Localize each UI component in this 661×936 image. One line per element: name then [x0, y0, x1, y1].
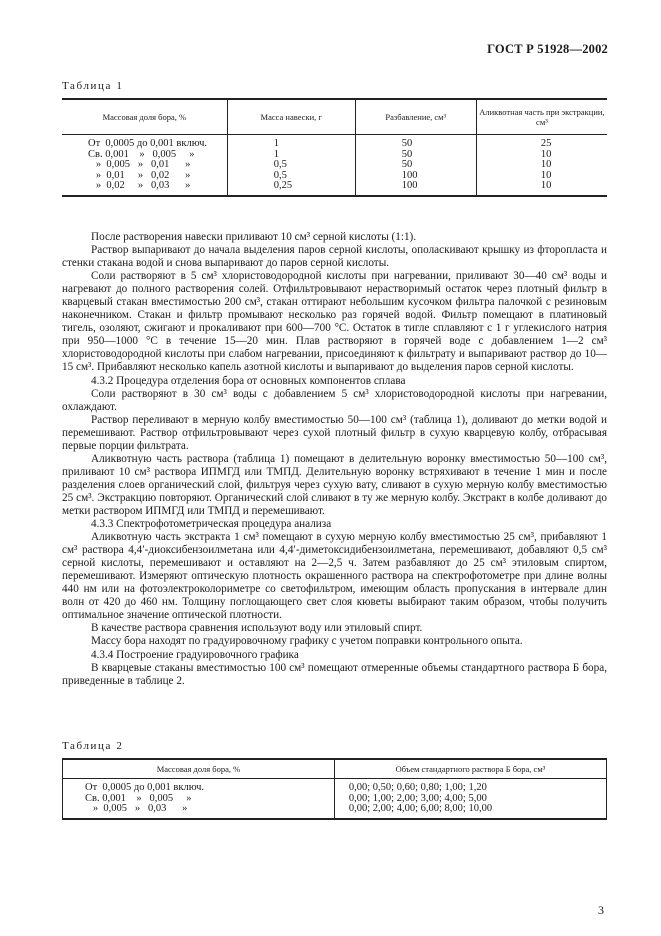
table-cell: 0,00; 0,50; 0,60; 0,80; 1,00; 1,20: [334, 779, 606, 794]
table-cell: » 0,02 » 0,03 »: [62, 181, 227, 196]
table-cell: 0,5: [227, 160, 355, 171]
paragraph: Раствор выпаривают до начала выделения паров серной кислоты, ополаскивают крышку из фторопласта и стенки стакана водой и снова выпаривают до паров серной кислоты.: [62, 244, 607, 270]
table-cell: 10: [476, 150, 607, 161]
table-cell: От 0,0005 до 0,001 включ.: [62, 135, 227, 150]
page-number: 3: [598, 903, 604, 917]
table-cell: 10: [476, 160, 607, 171]
table-cell: 0,00; 1,00; 2,00; 3,00; 4,00; 5,00: [334, 794, 606, 805]
paragraph: В кварцевые стаканы вместимостью 100 см³ помещают отмеренные объемы стандартного раствора Б бора, приведенные в таблице 2.: [62, 661, 607, 687]
body-text: [62, 231, 607, 688]
table-cell: » 0,005 » 0,03 »: [63, 804, 335, 819]
table1-caption: Таблица 1: [62, 80, 124, 92]
table-cell: 0,5: [227, 171, 355, 182]
table-cell: 50: [355, 160, 476, 171]
table-cell: От 0,0005 до 0,001 включ.: [63, 779, 335, 794]
table1-col-header: Разбавление, см³: [355, 99, 476, 135]
paragraph: Раствор переливают в мерную колбу вместимостью 50—100 см³ (таблица 1), доливают до метки водой и перемешивают. Раствор отфильтровывают через сухой плотный фильтр в сухую кварцевую колбу, отбрасывая первые порции фильтрата.: [62, 413, 607, 452]
table2-col-header: Массовая доля бора, %: [63, 759, 335, 779]
table-cell: 50: [355, 150, 476, 161]
standard-header: ГОСТ Р 51928—2002: [487, 42, 608, 56]
table-cell: 10: [476, 181, 607, 196]
table-cell: 100: [355, 171, 476, 182]
table2-caption: Таблица 2: [62, 740, 124, 752]
paragraph: В качестве раствора сравнения используют воду или этиловый спирт.: [91, 622, 423, 635]
table-cell: Св. 0,001 » 0,005 »: [63, 794, 335, 805]
section-heading: 4.3.3 Спектрофотометрическая процедура анализа: [91, 518, 332, 531]
paragraph: Массу бора находят по градуировочному графику с учетом поправки контрольного опыта.: [91, 635, 523, 648]
table1-col-header: Масса навески, г: [227, 99, 355, 135]
table2-header-row: [63, 759, 607, 779]
table-cell: 1: [227, 150, 355, 161]
table-cell: 0,25: [227, 181, 355, 196]
table-cell: 25: [476, 135, 607, 150]
table-cell: 1: [227, 135, 355, 150]
section-heading: 4.3.2 Процедура отделения бора от основных компонентов сплава: [91, 374, 406, 387]
table-cell: 10: [476, 171, 607, 182]
table2: [62, 758, 607, 820]
table-cell: 100: [355, 181, 476, 196]
paragraph: Аликвотную часть раствора (таблица 1) помещают в делительную воронку вместимостью 50—100 см³, приливают 10 см³ раствора ИПМГД или ТМПД. Делительную воронку встряхивают в течение 1 мин и после разделения слоев органический слой, фильтруя через сухую вату, сливают в сухую мерную колбу вместимостью 25 см³. Экстракцию повторяют. Органический слой сливают в ту же мерную колбу. Экстракт в колбе доливают до метки раствором ИПМГД или ТМПД и перемешивают.: [62, 452, 607, 517]
paragraph: После растворения навески приливают 10 см³ серной кислоты (1:1).: [91, 231, 417, 243]
table-cell: 50: [355, 135, 476, 150]
paragraph: Аликвотную часть экстракта 1 см³ помещают в сухую мерную колбу вместимостью 25 см³, прибавляют 1 см³ раствора 4,4′-диоксибензоилметана или 4,4′-диметоксидибензоилметана, перемешивают, добавляют 0,5 см³ серной кислоты, перемешивают и оставляют на 2—2,5 ч. Затем разбавляют до 25 см³ этиловым спиртом, перемешивают. Измеряют оптическую плотность окрашенного раствора на спектрофотометре при длине волны 440 нм или на фотоэлектроколориметре со светофильтром, имеющим область пропускания в интервале длин волн от 420 до 460 нм. Толщину поглощающего свет слоя кюветы выбирают таким образом, чтобы получить оптимальное значение оптической плотности.: [62, 531, 607, 622]
table-cell: » 0,01 » 0,02 »: [62, 171, 227, 182]
table1-col-header: Массовая доля бора, %: [62, 99, 227, 135]
table-row: [62, 135, 607, 150]
table-cell: » 0,005 » 0,01 »: [62, 160, 227, 171]
table1-col-header: Аликвотная часть при экстракции, см³: [476, 99, 607, 135]
table1: [62, 98, 607, 197]
table-row: [63, 804, 607, 819]
table-cell: Св. 0,001 » 0,005 »: [62, 150, 227, 161]
table-row: [63, 779, 607, 794]
table-cell: 0,00; 2,00; 4,00; 6,00; 8,00; 10,00: [334, 804, 606, 819]
table-row: [62, 181, 607, 196]
paragraph: Соли растворяют в 30 см³ воды с добавлением 5 см³ хлористоводородной кислоты при нагревании, охлаждают.: [62, 387, 607, 413]
paragraph: Соли растворяют в 5 см³ хлористоводородной кислоты при нагревании, приливают 30—40 см³ воды и нагревают до полного растворения солей. Отфильтровывают нерастворимый остаток через плотный фильтр в кварцевый стакан вместимостью 200 см³, стакан оттирают небольшим кусочком фильтра палочкой с резиновым наконечником. Стакан и фильтр промывают несколько раз горячей водой. Фильтр помещают в платиновый тигель, озоляют, сжигают и прокаливают при 600—700 °С. Остаток в тигле сплавляют с 1 г углекислого натрия при 950—1000 °С в течение 15—20 мин. Плав растворяют в горячей воде с добавлением 1—2 см³ хлористоводородной кислоты при слабом нагревании, присоединяют к фильтрату и выпаривают раствор до 10—15 см³. Прибавляют несколько капель азотной кислоты и выпаривают до выделения паров серной кислоты.: [62, 270, 607, 374]
section-heading: 4.3.4 Построение градуировочного графика: [91, 648, 299, 661]
table1-header-row: [62, 99, 607, 135]
table2-col-header: Объем стандартного раствора Б бора, см³: [334, 759, 606, 779]
